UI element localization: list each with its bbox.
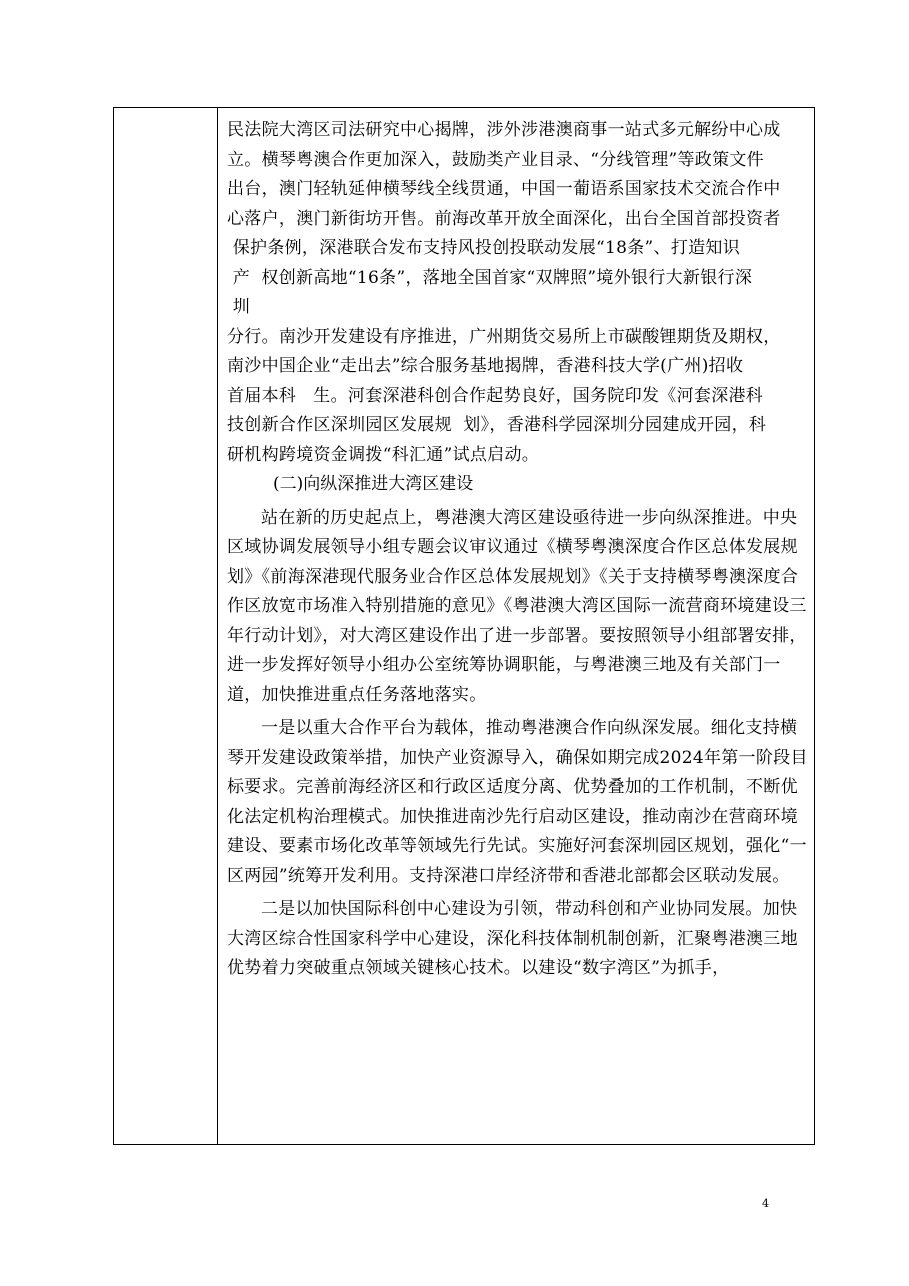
table-left-cell [114, 108, 218, 1144]
paragraph-line: 分行。南沙开发建设有序推进，广州期货交易所上市碳酸锂期货及期权， [227, 326, 781, 347]
paragraph-line: 南沙中国企业“走出去”综合服务基地揭牌，香港科技大学(广州)招收 [227, 356, 744, 376]
paragraph: 一是以重大合作平台为载体，推动粤港澳合作向纵深发展。细化支持横琴开发建设政策举措，加快产业资源导入，确保如期完成2024年第一阶段目标要求。完善前海经济区和行政区适度分离、优势叠加的工作机制，不断优化法定机构治理模式。加快推进南沙先行启动区建设，推动南沙在营商环境建设、要素市场化改革等领域先行先试。实施好河套深圳园区规划，强化“一区两园”统筹开发利用。支持深港口岸经济带和香港北部都会区联动发展。 [227, 718, 808, 886]
paragraph-line: 技创新合作区深圳园区发展规 划》，香港科学园深圳分园建成开园，科 [227, 415, 767, 435]
paragraph: 站在新的历史起点上，粤港澳大湾区建设亟待进一步向纵深推进。中央区域协调发展领导小组专题会议审议通过《横琴粤澳深度合作区总体发展规划》《前海深港现代服务业合作区总体发展规划》《关于支持横琴粤澳深度合作区放宽市场准入特别措施的意见》《粤港澳大湾区国际一流营商环境建设三年行动计划》，对大湾区建设作出了进一步部署。要按照领导小组部署安排，进一步发挥好领导小组办公室统筹协调职能，与粤港澳三地及有关部门一道，加快推进重点任务落地落实。 [227, 507, 807, 705]
paragraph-line: 出台，澳门轻轨延伸横琴线全线贯通，中国一葡语系国家技术交流合作中 [227, 179, 781, 199]
paragraph-line: 立。横琴粤澳合作更加深入，鼓励类产业目录、“分线管理”等政策文件 [227, 149, 764, 170]
paragraph-line: 首届本科 生。河套深港科创合作起势良好，国务院印发《河套深港科 [227, 385, 764, 406]
paragraph-line: 研机构跨境资金调拨“科汇通”试点启动。 [227, 444, 540, 465]
section-heading: (二)向纵深推进大湾区建设 [273, 474, 474, 494]
paragraph-line: 圳 [227, 297, 251, 317]
paragraph: 二是以加快国际科创中心建设为引领，带动科创和产业协同发展。加快大湾区综合性国家科学中心建设，深化科技体制机制创新，汇聚粤港澳三地优势着力突破重点领域关键核心技术。以建设“数字湾区”为抓手， [227, 899, 798, 978]
paragraph-line: 产 权创新高地“16条”，落地全国首家“双牌照”境外银行大新银行深 [227, 267, 753, 288]
paragraph-line: 心落户，澳门新街坊开售。前海改革开放全面深化，出台全国首部投资者 [227, 208, 781, 229]
paragraph-line: 保护条例，深港联合发布支持风投创投联动发展“18条”、打造知识 [227, 238, 741, 258]
paragraph-line: 民法院大湾区司法研究中心揭牌，涉外涉港澳商事一站式多元解纷中心成 [227, 120, 781, 140]
content-table [113, 107, 815, 1145]
table-right-cell [218, 108, 814, 1144]
page-number: 4 [762, 1197, 769, 1210]
